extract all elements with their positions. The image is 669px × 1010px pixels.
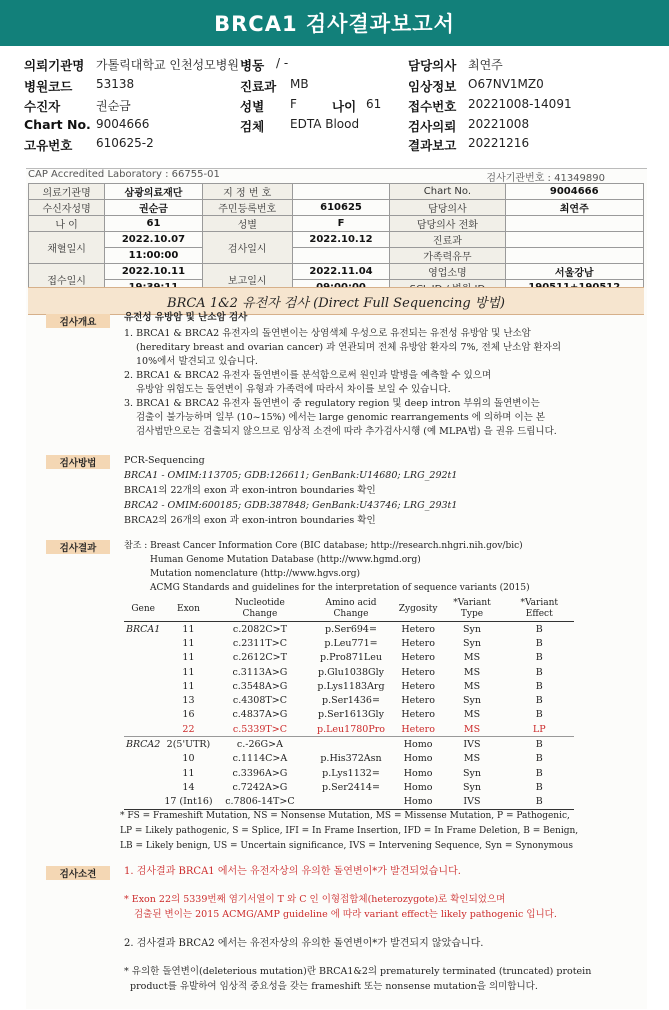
office-value: 서울강남 [505, 264, 644, 280]
age-label: 나이 [332, 99, 357, 114]
doctor-label: 담당의사 [408, 58, 457, 73]
info-cell [505, 216, 644, 232]
report-date-label: 결과보고 [408, 138, 457, 153]
variant-cell [305, 737, 397, 752]
collect-label: 채혈일시 [29, 232, 105, 264]
examinee-value: 권순금 [96, 99, 131, 113]
lab-number: 검사기관번호 : 41349890 [486, 173, 605, 184]
column-header: *Variant Effect [504, 597, 574, 622]
sex-value: F [290, 97, 297, 111]
info-cell: 610625 [292, 200, 390, 216]
info-cell [292, 184, 390, 200]
accession-value: 20221008-14091 [468, 97, 572, 111]
variant-cell: c.1114C>A [232, 753, 288, 765]
overview-line: 검사법만으로는 검출되지 않으므로 임상적 소견에 따라 추가검사시행 (예 MLPA법) 을 권유 드립니다. [136, 426, 557, 437]
unique-id-label: 고유번호 [24, 138, 73, 153]
reference-line: Mutation nomenclature (http://www.hgvs.org) [150, 569, 361, 579]
variant-cell: Hetero [401, 652, 435, 664]
overview-heading: 유전성 유방암 및 난소암 검사 [124, 312, 248, 323]
variant-cell: LP [532, 723, 546, 735]
info-cell: 최연주 [505, 200, 644, 216]
dept-cell-label: 진료과 [390, 232, 505, 248]
variant-cell: BRCA1 [126, 623, 161, 635]
collect-date: 2022.10.07 [105, 232, 203, 248]
overview-line: (hereditary breast and ovarian cancer) 과 연관되며 전체 유방암 환자의 7%, 전체 난소암 환자의 [136, 342, 562, 353]
receive-date: 2022.10.11 [105, 264, 203, 280]
variant-cell [124, 766, 162, 780]
overview-line: 유방암 위험도는 돌연변이 유형과 가족력에 따라서 차이를 보일 수 있습니다. [136, 384, 451, 395]
variant-cell: p.Ser2414= [322, 781, 380, 793]
info-cell: 권순금 [105, 200, 203, 216]
variant-row [124, 780, 574, 794]
method-line: BRCA1 - OMIM:113705; GDB:126611; GenBank:U14680; LRG_292t1 [124, 470, 458, 481]
variant-cell: 22 [182, 723, 195, 735]
family-history-value [505, 248, 644, 264]
variant-cell: p.Ser1436= [322, 695, 380, 707]
dept-cell-value [505, 232, 644, 248]
footnote-line: * 유의한 돌연변이(deleterious mutation)란 BRCA1&2의 prematurely terminated (truncated) protein [124, 966, 592, 977]
variant-cell: Hetero [401, 623, 435, 635]
finding-brca2: 2. 검사결과 BRCA2 에서는 유전자상의 유의한 돌연변이*가 발견되지 않았습니다. [124, 938, 484, 949]
method-tag: 검사방법 [46, 455, 110, 469]
receive-label: 접수일시 [29, 264, 105, 296]
variant-row [124, 622, 574, 637]
variant-cell [124, 693, 162, 707]
exam-label: 검사일시 [202, 232, 292, 264]
info-cell: 9004666 [505, 184, 644, 200]
abbreviation-line: LB = Likely benign, US = Uncertain significance, IVS = Intervening Sequence, Syn = Synonymous [120, 841, 574, 851]
unique-id-value: 610625-2 [96, 136, 154, 150]
column-header: Amino acid Change [305, 597, 397, 622]
info-cell: F [292, 216, 390, 232]
office-label: 영업소명 [390, 264, 505, 280]
variant-row [124, 708, 574, 722]
patient-info-table [28, 183, 644, 296]
variant-row [124, 766, 574, 780]
variant-cell: c.2082C>T [232, 623, 287, 635]
variant-cell: c.3396A>G [232, 767, 288, 779]
exam-date: 2022.10.12 [292, 232, 390, 248]
column-header: Gene [124, 597, 162, 622]
variant-cell: c.4837A>G [232, 709, 288, 721]
reference-line: Human Genome Mutation Database (http://www.hgmd.org) [150, 555, 421, 565]
info-cell: 담당의사 전화 [390, 216, 505, 232]
ward-label: 병동 [240, 58, 265, 73]
variant-cell: 11 [182, 680, 195, 692]
variant-cell [124, 679, 162, 693]
variant-cell [124, 722, 162, 737]
reference-line: ACMG Standards and guidelines for the interpretation of sequence variants (2015) [150, 583, 530, 593]
finding-tag: 검사소견 [46, 866, 110, 880]
variant-cell: B [535, 666, 543, 678]
variant-cell: Syn [462, 623, 481, 635]
variant-cell: B [535, 695, 543, 707]
variant-cell: Homo [403, 767, 433, 779]
variant-cell: B [535, 709, 543, 721]
overview-line: 10%에서 발견되고 있습니다. [136, 356, 258, 367]
variant-cell: Syn [462, 695, 481, 707]
collect-time: 11:00:00 [105, 248, 203, 264]
variant-cell: 14 [182, 781, 195, 793]
info-cell: 수신자성명 [29, 200, 105, 216]
variant-cell: B [535, 680, 543, 692]
variant-cell: Syn [462, 637, 481, 649]
variant-cell: MS [463, 709, 481, 721]
variant-cell: c.4308T>C [232, 695, 287, 707]
variant-cell: c.3548A>G [232, 680, 288, 692]
variant-cell [124, 636, 162, 650]
variant-cell: 11 [182, 637, 195, 649]
variant-cell: p.Leu771= [324, 637, 378, 649]
info-cell: 삼광의료재단 [105, 184, 203, 200]
method-line: PCR-Sequencing [124, 455, 205, 466]
variant-row [124, 737, 574, 752]
variant-cell: c.-26G>A [215, 737, 306, 752]
variant-cell: Hetero [401, 695, 435, 707]
hospital-code-label: 병원코드 [24, 79, 73, 94]
variant-cell [124, 665, 162, 679]
info-cell: 담당의사 [390, 200, 505, 216]
variant-cell: Hetero [401, 637, 435, 649]
institution-label: 의뢰기관명 [24, 58, 85, 73]
ward-value: / - [276, 56, 289, 70]
variant-cell: 2(5'UTR) [162, 737, 214, 752]
dept-label: 진료과 [240, 79, 277, 94]
method-line: BRCA2의 26개의 exon 과 exon-intron boundaries 확인 [124, 515, 376, 526]
variant-cell: 10 [182, 753, 195, 765]
method-line: BRCA2 - OMIM:600185; GDB:387848; GenBank:U43746; LRG_293t1 [124, 500, 458, 511]
request-date-label: 검사의뢰 [408, 119, 457, 134]
finding-brca1: 1. 검사결과 BRCA1 에서는 유전자상의 유의한 돌연변이*가 발견되었습니다. [124, 866, 461, 877]
finding-detail: * Exon 22의 5339번째 염기서열이 T 와 C 인 이형접합체(heterozygote)로 확인되었으며 [124, 894, 506, 905]
variant-cell: B [504, 737, 574, 752]
doctor-value: 최연주 [468, 58, 503, 72]
institution-value: 가톨릭대학교 인천성모병원 [96, 58, 239, 72]
chart-value: 9004666 [96, 117, 150, 131]
variant-cell: B [535, 767, 543, 779]
variant-cell: c.3113A>G [232, 666, 288, 678]
variant-cell: MS [463, 666, 481, 678]
variant-cell: B [535, 753, 543, 765]
request-date-value: 20221008 [468, 117, 530, 131]
variant-row [124, 665, 574, 679]
variant-cell: p.Ser1613Gly [318, 709, 384, 721]
variant-cell: Hetero [401, 709, 435, 721]
chart-label: Chart No. [24, 117, 91, 132]
variant-cell: Hetero [401, 680, 435, 692]
overview-line: 검출이 불가능하며 일부 (10~15%) 에서는 large genomic rearrangements 에 의하며 이는 본 [136, 412, 546, 423]
variant-cell: p.Pro871Leu [320, 652, 382, 664]
accession-label: 접수번호 [408, 99, 457, 114]
column-header: Exon [162, 597, 214, 622]
footnote-line: product를 유발하여 임상적 중요성을 갖는 frameshift 또는 nonsense mutation을 의미합니다. [130, 981, 538, 992]
variant-cell: Hetero [401, 666, 435, 678]
variant-cell [124, 752, 162, 766]
variant-cell: 16 [182, 709, 195, 721]
variant-cell: c.5339T>C [232, 723, 287, 735]
reference-line: 참조 : Breast Cancer Information Core (BIC database; http://research.nhgri.nih.gov/bic) [124, 541, 523, 551]
variant-cell: B [504, 795, 574, 810]
variant-row [124, 795, 574, 810]
report-date-cell: 2022.11.04 [292, 264, 390, 280]
cap-accreditation: CAP Accredited Laboratory : 66755-01 [28, 169, 220, 180]
info-cell: Chart No. [390, 184, 505, 200]
variant-cell [124, 708, 162, 722]
variant-cell: B [535, 652, 543, 664]
variant-cell: Homo [403, 781, 433, 793]
variant-cell: IVS [439, 737, 504, 752]
variant-cell: Homo [397, 737, 440, 752]
report-header [0, 52, 669, 162]
info-cell: 성별 [202, 216, 292, 232]
variant-cell: BRCA2 [124, 737, 162, 752]
variant-cell: Homo [403, 753, 433, 765]
variant-cell: c.2612C>T [232, 652, 287, 664]
overview-tag: 검사개요 [46, 314, 110, 328]
variant-cell: p.Leu1780Pro [317, 723, 385, 735]
report-title: BRCA1 검사결과보고서 [0, 0, 669, 46]
abbreviation-line: * FS = Frameshift Mutation, NS = Nonsense Mutation, MS = Missense Mutation, P = Pathogenic, [120, 811, 570, 821]
variant-cell: 13 [182, 695, 195, 707]
variant-cell: Syn [462, 767, 481, 779]
variant-cell: c.2311T>C [232, 637, 287, 649]
examinee-label: 수진자 [24, 99, 61, 114]
family-history-label: 가족력유무 [390, 248, 505, 264]
info-cell: 61 [105, 216, 203, 232]
variant-cell: Hetero [401, 723, 435, 735]
variant-cell: MS [463, 680, 481, 692]
variant-cell: 11 [182, 767, 195, 779]
test-banner: BRCA 1&2 유전자 검사 (Direct Full Sequencing 방법) [28, 287, 644, 315]
clinical-info-label: 임상정보 [408, 79, 457, 94]
variant-cell [124, 651, 162, 665]
report-time-label: 보고일시 [202, 264, 292, 296]
clinical-info-value: O67NV1MZ0 [468, 77, 544, 91]
dept-value: MB [290, 77, 309, 91]
column-header: Nucleotide Change [215, 597, 306, 622]
variant-cell: B [535, 623, 543, 635]
report-date-value: 20221216 [468, 136, 530, 150]
column-header: *Variant Type [439, 597, 504, 622]
info-cell: 지 정 번 호 [202, 184, 292, 200]
result-tag: 검사결과 [46, 540, 110, 554]
variant-cell: c.7242A>G [232, 781, 288, 793]
sex-label: 성별 [240, 99, 265, 114]
column-header: Zygosity [397, 597, 440, 622]
variant-cell: p.His372Asn [320, 753, 382, 765]
variant-cell: Syn [462, 781, 481, 793]
variant-row [124, 722, 574, 737]
hospital-code-value: 53138 [96, 77, 135, 91]
variant-cell [305, 795, 397, 810]
variant-cell: MS [463, 753, 481, 765]
variant-cell: 11 [182, 623, 195, 635]
variant-cell [124, 780, 162, 794]
variant-cell: p.Ser694= [325, 623, 377, 635]
finding-detail: 검출된 변이는 2015 ACMG/AMP guideline 에 따라 variant effect는 likely pathogenic 입니다. [134, 909, 557, 920]
method-line: BRCA1의 22개의 exon 과 exon-intron boundaries 확인 [124, 485, 376, 496]
info-cell: 의료기관명 [29, 184, 105, 200]
variant-cell: Homo [397, 795, 440, 810]
variant-cell: p.Glu1038Gly [317, 666, 384, 678]
variant-cell: 11 [182, 666, 195, 678]
info-cell: 주민등록번호 [202, 200, 292, 216]
age-value: 61 [366, 97, 382, 111]
specimen-value: EDTA Blood [290, 117, 360, 131]
variant-row [124, 636, 574, 650]
specimen-label: 검체 [240, 119, 265, 134]
variant-cell: 17 (Int16) [162, 795, 214, 810]
variant-cell: B [535, 637, 543, 649]
overview-line: 1. BRCA1 & BRCA2 유전자의 돌연변이는 상염색체 우성으로 유전되는 유전성 유방암 및 난소암 [124, 328, 531, 339]
scanned-report [26, 168, 647, 1009]
exam-time [292, 248, 390, 264]
variant-cell: p.Lys1183Arg [317, 680, 385, 692]
variant-cell: p.Lys1132= [322, 767, 380, 779]
variant-cell: B [535, 781, 543, 793]
overview-line: 3. BRCA1 & BRCA2 유전자 돌연변이 중 regulatory region 및 deep intron 부위의 돌연변이는 [124, 398, 540, 409]
variant-cell: MS [463, 723, 481, 735]
variant-row [124, 693, 574, 707]
overview-line: 2. BRCA1 & BRCA2 유전자 돌연변이를 분석함으로써 원인과 발병을 예측할 수 있으며 [124, 370, 492, 381]
variant-row [124, 651, 574, 665]
variant-table [124, 597, 574, 810]
variant-row [124, 752, 574, 766]
variant-cell: MS [463, 652, 481, 664]
variant-cell [124, 795, 162, 810]
variant-cell: c.7806-14T>C [215, 795, 306, 810]
variant-cell: 11 [182, 652, 195, 664]
abbreviation-line: LP = Likely pathogenic, S = Splice, IFI = In Frame Insertion, IFD = In Frame Deletion, B = Benign, [120, 826, 579, 836]
variant-cell: IVS [439, 795, 504, 810]
variant-row [124, 679, 574, 693]
info-cell: 나 이 [29, 216, 105, 232]
